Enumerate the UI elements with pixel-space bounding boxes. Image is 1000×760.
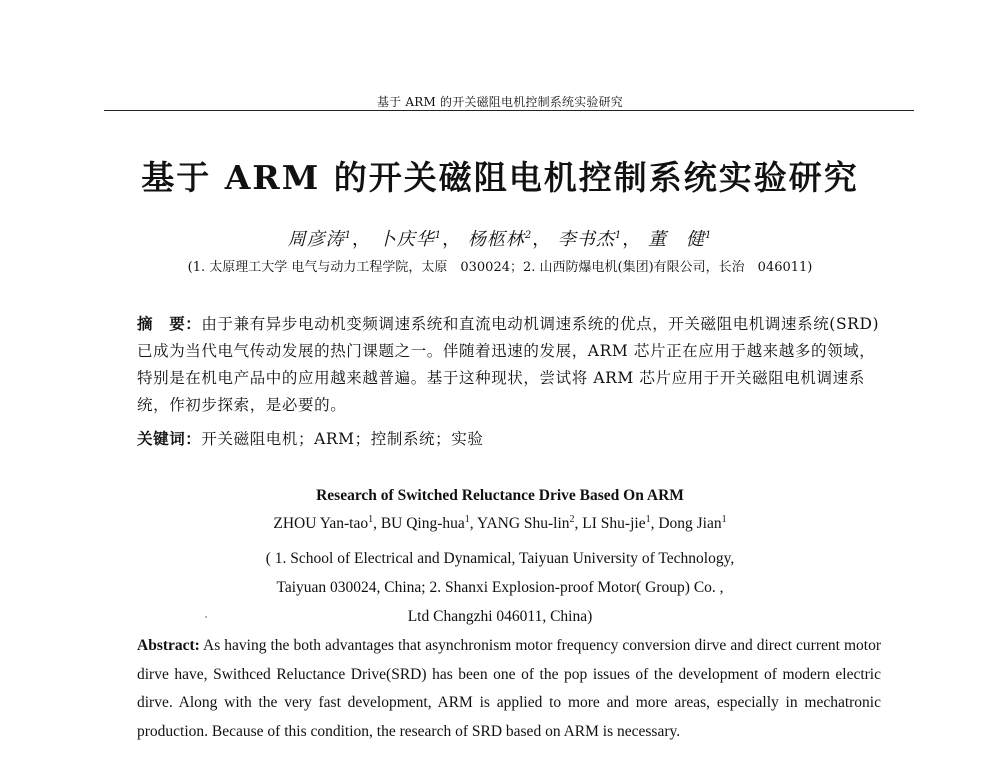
author-name: 李书杰 <box>557 229 615 250</box>
author-name: 董 健 <box>648 229 706 250</box>
english-author-affiliation-mark: 1 <box>721 513 727 525</box>
english-affiliation-line: Taiyuan 030024, China; 2. Shanxi Explosion-proof Motor( Group) Co. , <box>276 579 724 596</box>
english-title: Research of Switched Reluctance Drive Based On ARM <box>316 487 684 504</box>
running-header: 基于 ARM 的开关磁阻电机控制系统实验研究 <box>376 95 624 109</box>
author-affiliation-mark: 1 <box>434 230 443 241</box>
scan-speck <box>205 616 207 618</box>
english-author-separator: , <box>574 515 583 532</box>
author-affiliation-mark: 2 <box>524 230 533 241</box>
english-affiliation-line: ( 1. School of Electrical and Dynamical, Taiyuan University of Technology, <box>265 550 735 567</box>
abstract-zh <box>137 310 881 419</box>
english-author-separator: , <box>373 515 381 532</box>
abstract-en-text: As having the both advantages that asynchronism motor frequency conversion dirve and direct current motor dirve have, Swithced Reluctance Drive(SRD) has been one of the pop issues of the development of modern electric dirve. Along with the very fast development, ARM is applied to more and more areas, especially in mechatronic production. Because of this condition, the research of SRD based on ARM is necessary. <box>137 637 881 740</box>
header-rule <box>104 110 914 111</box>
english-author-name: BU Qing-hua <box>380 515 465 532</box>
paper-title: 基于 ARM 的开关磁阻电机控制系统实验研究 <box>141 158 859 197</box>
english-affiliation <box>0 544 1000 631</box>
english-author-name: ZHOU Yan-tao <box>273 515 369 532</box>
english-affiliation-line: Ltd Changzhi 046011, China) <box>407 608 593 625</box>
author-separator: ， <box>351 229 371 250</box>
keywords-zh-text: 开关磁阻电机；ARM；控制系统；实验 <box>201 430 484 448</box>
author-affiliation-mark: 1 <box>705 230 713 241</box>
abstract-en-label: Abstract: <box>137 637 200 654</box>
author-separator: ， <box>532 229 552 250</box>
abstract-zh-label: 摘 要： <box>137 314 202 333</box>
abstract-en <box>137 632 881 746</box>
author-list <box>0 225 1000 251</box>
english-author-list <box>0 515 1000 533</box>
english-author-affiliation-mark: 2 <box>569 513 575 525</box>
keywords-zh <box>137 425 881 453</box>
english-author-affiliation-mark: 1 <box>645 513 651 525</box>
author-name: 卜庆华 <box>377 229 435 250</box>
author-affiliation-mark: 1 <box>614 230 623 241</box>
english-author-name: Dong Jian <box>658 515 722 532</box>
author-name: 杨柩林 <box>467 229 525 250</box>
keywords-zh-label: 关键词： <box>137 429 202 448</box>
author-separator: ， <box>442 229 462 250</box>
english-author-separator: , <box>469 515 477 532</box>
abstract-zh-text: 由于兼有异步电动机变频调速系统和直流电动机调速系统的优点，开关磁阻电机调速系统(SRD)已成为当代电气传动发展的热门课题之一。伴随着迅速的发展，ARM 芯片正在应用于越来越多的领域，特别是在机电产品中的应用越来越普遍。基于这种现状，尝试将 ARM 芯片应用于开关磁阻电机调速系统，作初步探索，是必要的。 <box>137 315 880 414</box>
english-author-separator: , <box>650 515 659 532</box>
english-author-affiliation-mark: 1 <box>464 513 470 525</box>
english-author-name: YANG Shu-lin <box>476 515 570 532</box>
english-author-name: LI Shu-jie <box>582 515 646 532</box>
author-name: 周彦涛 <box>287 229 345 250</box>
affiliation-zh: (1. 太原理工大学 电气与动力工程学院，太原 030024；2. 山西防爆电机(集团)有限公司，长治 046011) <box>187 260 813 275</box>
english-author-affiliation-mark: 1 <box>368 513 374 525</box>
author-separator: ， <box>622 229 642 250</box>
author-affiliation-mark: 1 <box>344 230 352 241</box>
